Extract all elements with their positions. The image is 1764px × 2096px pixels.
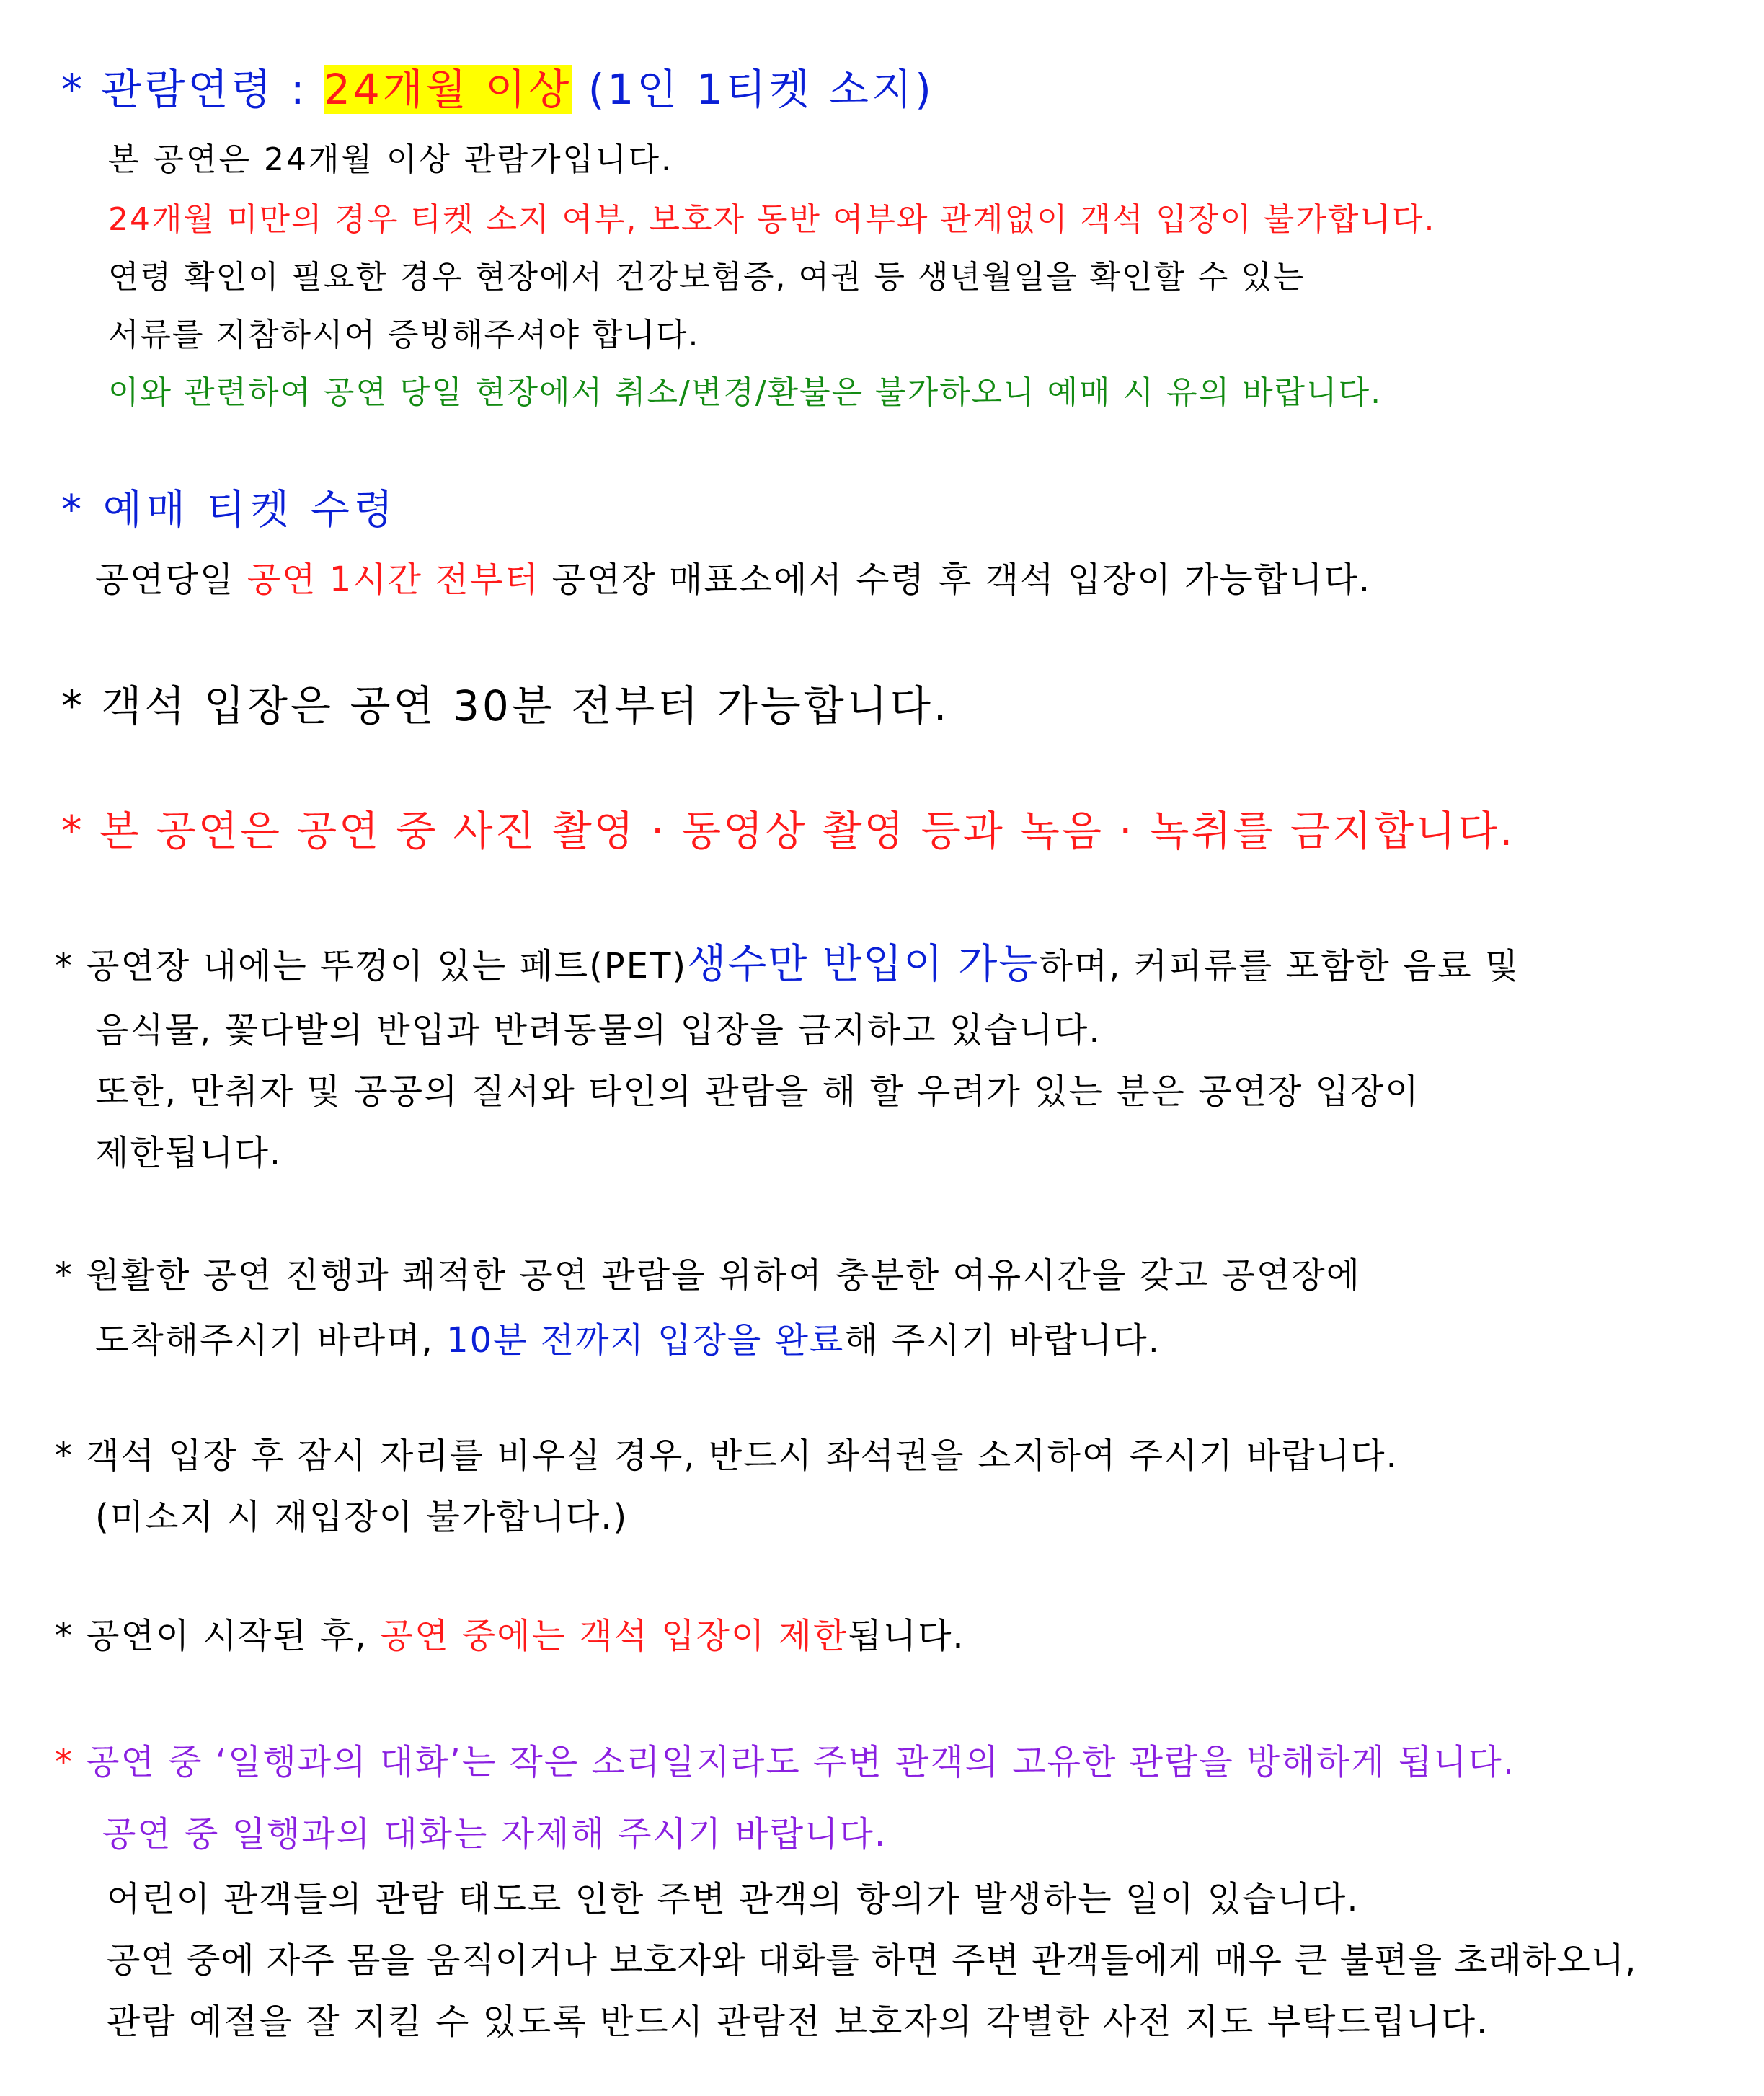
entry-line: * 객석 입장은 공연 30분 전부터 가능합니다. [61,681,950,730]
arrival-line-2-prefix: 도착해주시기 바라며, [95,1320,447,1361]
items-line-4: 제한됩니다. [95,1133,283,1173]
seat-line-2: (미소지 시 재입장이 불가합니다.) [95,1497,629,1537]
seat-line-1: * 객석 입장 후 잠시 자리를 비우실 경우, 반드시 좌석권을 소지하여 주시기 바랍니다. [55,1436,1399,1476]
ticket-line-suffix: 공연장 매표소에서 수령 후 객석 입장이 가능합니다. [539,560,1372,600]
age-line-2: 24개월 미만의 경우 티켓 소지 여부, 보호자 동반 여부와 관계없이 객석 입장이 불가합니다. [108,201,1436,238]
talk-line-3: 어린이 관객들의 관람 태도로 인한 주변 관객의 항의가 발생하는 일이 있습니다. [107,1879,1360,1919]
age-line-5: 이와 관련하여 공연 당일 현장에서 취소/변경/환불은 불가하오니 예매 시 유의 바랍니다. [108,374,1383,411]
late-line-prefix: * 공연이 시작된 후, [55,1616,380,1656]
talk-star: * [55,1742,87,1782]
ticket-line [95,560,1372,600]
late-line-suffix: 됩니다. [848,1616,965,1656]
late-line [55,1616,965,1656]
talk-line-5: 관람 예절을 잘 지킬 수 있도록 반드시 관람전 보호자의 각별한 사전 지도 부탁드립니다. [107,2002,1489,2042]
items-line-2: 음식물, 꽃다발의 반입과 반려동물의 입장을 금지하고 있습니다. [95,1010,1102,1051]
items-line-1-prefix: * 공연장 내에는 뚜껑이 있는 페트(PET) [55,946,688,986]
ticket-line-prefix: 공연당일 [95,560,247,600]
talk-line-4: 공연 중에 자주 몸을 움직이거나 보호자와 대화를 하면 주변 관객들에게 매우 큰 불편을 초래하오니, [107,1940,1637,1981]
talk-line-1-text: 공연 중 ‘일행과의 대화’는 작은 소리일지라도 주변 관객의 고유한 관람을 방해하게 됩니다. [86,1742,1516,1782]
prohibit-line: * 본 공연은 공연 중 사진 촬영 · 동영상 촬영 등과 녹음 · 녹취를 금지합니다. [61,808,1515,855]
ticket-line-red: 공연 1시간 전부터 [247,560,540,600]
arrival-line-2-blue: 10분 전까지 입장을 완료 [446,1320,845,1361]
late-line-red: 공연 중에는 객석 입장이 제한 [379,1616,848,1656]
ticket-heading: * 예매 티켓 수령 [61,487,397,534]
age-line-1: 본 공연은 24개월 이상 관람가입니다. [108,141,673,178]
age-line-4: 서류를 지참하시어 증빙해주셔야 합니다. [108,317,700,353]
age-heading [61,65,934,114]
arrival-line-1: * 원활한 공연 진행과 쾌적한 공연 관람을 위하여 충분한 여유시간을 갖고 공연장에 [55,1255,1361,1296]
age-line-3: 연령 확인이 필요한 경우 현장에서 건강보험증, 여권 등 생년월일을 확인할 수 있는 [108,259,1306,296]
talk-line-1 [55,1742,1516,1782]
items-line-1-suffix: 하며, 커피류를 포함한 음료 및 [1039,946,1520,986]
items-line-1 [55,941,1520,988]
age-highlight: 24개월 이상 [323,65,572,114]
age-heading-prefix: * 관람연령 : [61,65,324,114]
talk-line-2: 공연 중 일행과의 대화는 자제해 주시기 바랍니다. [102,1814,887,1854]
items-line-1-blue: 생수만 반입이 가능 [687,941,1040,988]
age-heading-suffix: (1인 1티켓 소지) [572,65,934,114]
arrival-line-2-suffix: 해 주시기 바랍니다. [844,1320,1161,1361]
arrival-line-2 [95,1320,1161,1361]
items-line-3: 또한, 만취자 및 공공의 질서와 타인의 관람을 해 할 우려가 있는 분은 공연장 입장이 [95,1071,1420,1112]
